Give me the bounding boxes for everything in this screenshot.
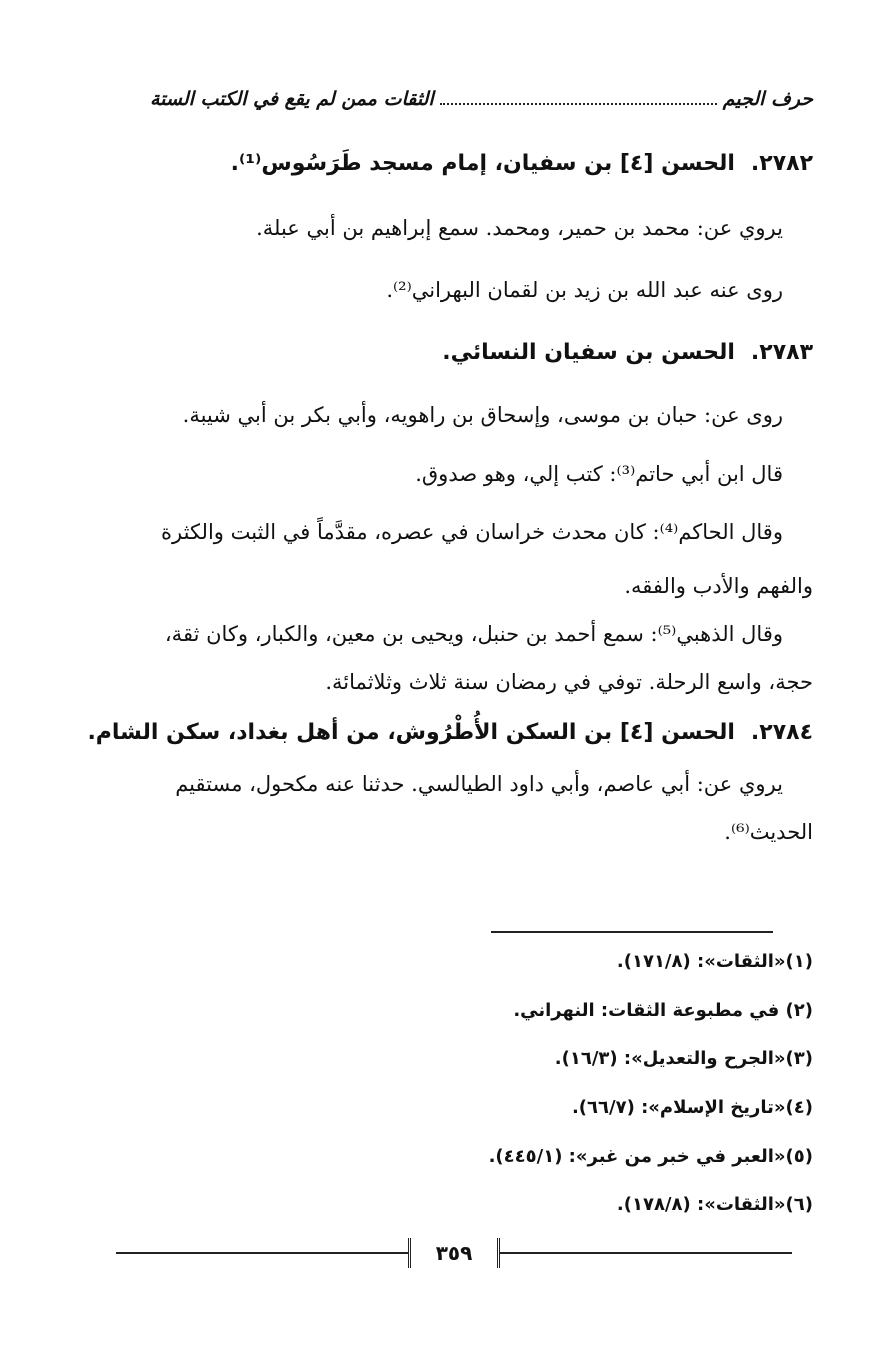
entry-text-line: روى عن: حبان بن موسى، وإسحاق بن راهويه، وأبي بكر بن أبي شيبة. <box>182 403 783 427</box>
entry-title-2782 <box>231 151 813 176</box>
entry-number: ٢٧٨٤. <box>750 720 813 745</box>
header-chapter: حرف الجيم <box>722 88 813 110</box>
footnote-4: (٤)«تاريخ الإسلام»: (٦٦/٧). <box>571 1097 813 1118</box>
entry-heading: الحسن بن سفيان النسائي. <box>442 340 735 365</box>
footnote-separator <box>491 931 773 933</box>
entry-heading: الحسن [٤] بن السكن الأُطْرُوش، من أهل بغداد، سكن الشام. <box>87 720 735 745</box>
footnote-5: (٥)«العبر في خبر من غبر»: (٤٤٥/١). <box>488 1146 813 1167</box>
entry-text-line: حجة، واسع الرحلة. توفي في رمضان سنة ثلاث وثلاثمائة. <box>325 670 813 694</box>
entry-title-2783 <box>442 340 813 365</box>
footnote-3: (٣)«الجرح والتعديل»: (١٦/٣). <box>554 1048 813 1069</box>
running-header <box>150 88 813 122</box>
footnote-1: (١)«الثقات»: (١٧١/٨). <box>616 951 813 972</box>
entry-number: ٢٧٨٢. <box>750 151 813 176</box>
entry-text-line: روى عنه عبد الله بن زيد بن لقمان البهراني⁽²⁾. <box>386 278 783 302</box>
entry-number: ٢٧٨٣. <box>750 340 813 365</box>
page-number: ٣٥٩ <box>408 1238 500 1268</box>
entry-heading: الحسن [٤] بن سفيان، إمام مسجد طَرَسُوس⁽¹⁾. <box>230 151 735 176</box>
entry-title-2784 <box>87 720 813 745</box>
entry-text-line: والفهم والأدب والفقه. <box>624 574 813 598</box>
entry-text-line: وقال الحاكم⁽⁴⁾: كان محدث خراسان في عصره، مقدَّماً في الثبت والكثرة <box>161 520 783 544</box>
entry-text-line: قال ابن أبي حاتم⁽³⁾: كتب إلي، وهو صدوق. <box>415 462 783 486</box>
footnote-6: (٦)«الثقات»: (١٧٨/٨). <box>616 1194 813 1215</box>
header-book-title: الثقات ممن لم يقع في الكتب الستة <box>150 88 434 110</box>
entry-text-line: وقال الذهبي⁽⁵⁾: سمع أحمد بن حنبل، ويحيى بن معين، والكبار، وكان ثقة، <box>164 622 783 646</box>
entry-text-line: الحديث⁽⁶⁾. <box>724 820 813 844</box>
header-dot-leader <box>440 89 717 105</box>
entry-text-line: يروي عن: أبي عاصم، وأبي داود الطيالسي. حدثنا عنه مكحول، مستقيم <box>175 772 783 796</box>
footnote-2: (٢) في مطبوعة الثقات: النهراني. <box>513 1000 813 1021</box>
entry-text-line: يروي عن: محمد بن حمير، ومحمد. سمع إبراهيم بن أبي عبلة. <box>256 216 783 240</box>
